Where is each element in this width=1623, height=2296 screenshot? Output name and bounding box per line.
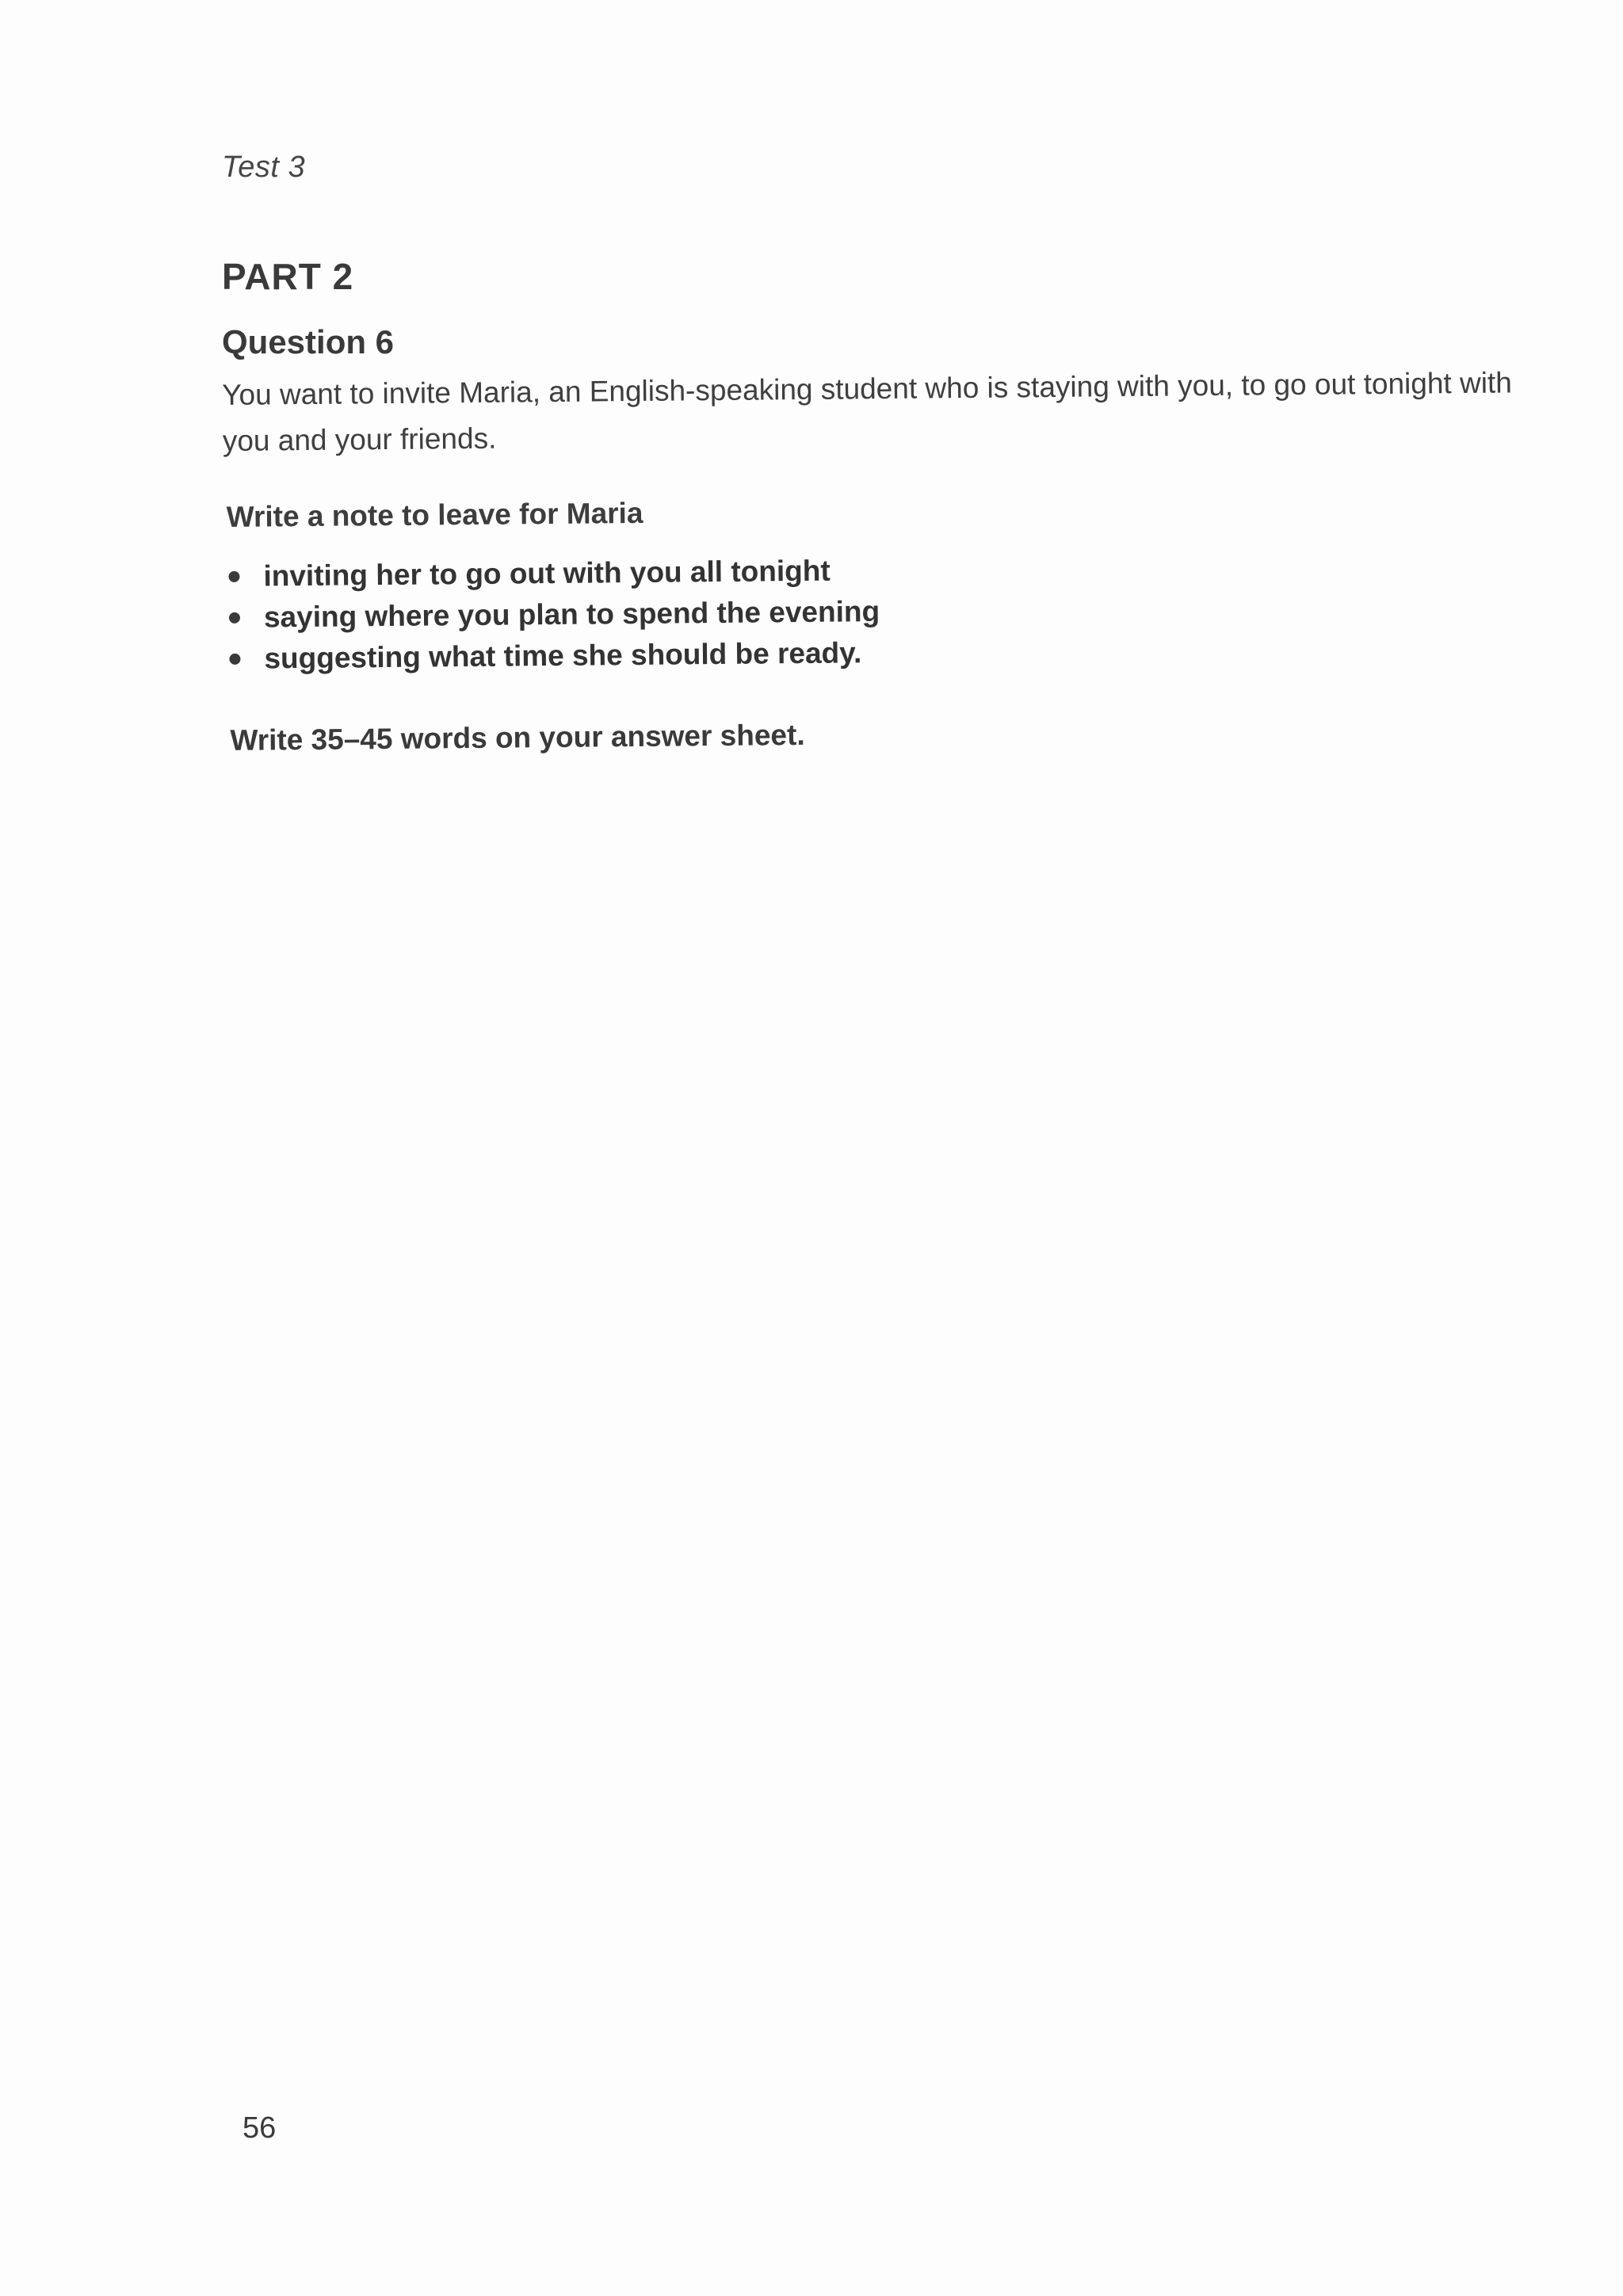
question-heading: Question 6 [222, 323, 395, 360]
task-point-text: inviting her to go out with you all tonight [263, 554, 831, 593]
word-limit-instruction: Write 35–45 words on your answer sheet. [230, 718, 805, 757]
task-points-list [228, 543, 1556, 680]
task-point-text: saying where you plan to spend the evening [263, 595, 880, 634]
bullet-icon [228, 571, 239, 582]
running-head: Test 3 [222, 151, 306, 184]
page-number: 56 [242, 2111, 277, 2145]
question-intro: You want to invite Maria, an English-speaking student who is staying with you, to go out tonight with you and your friends. [222, 366, 1512, 457]
bullet-icon [229, 612, 240, 624]
bullet-icon [229, 654, 240, 665]
task-point-text: suggesting what time she should be ready. [264, 636, 862, 675]
question-content [222, 360, 1557, 757]
part-heading: PART 2 [222, 256, 354, 297]
task-instruction: Write a note to leave for Maria [226, 496, 643, 533]
